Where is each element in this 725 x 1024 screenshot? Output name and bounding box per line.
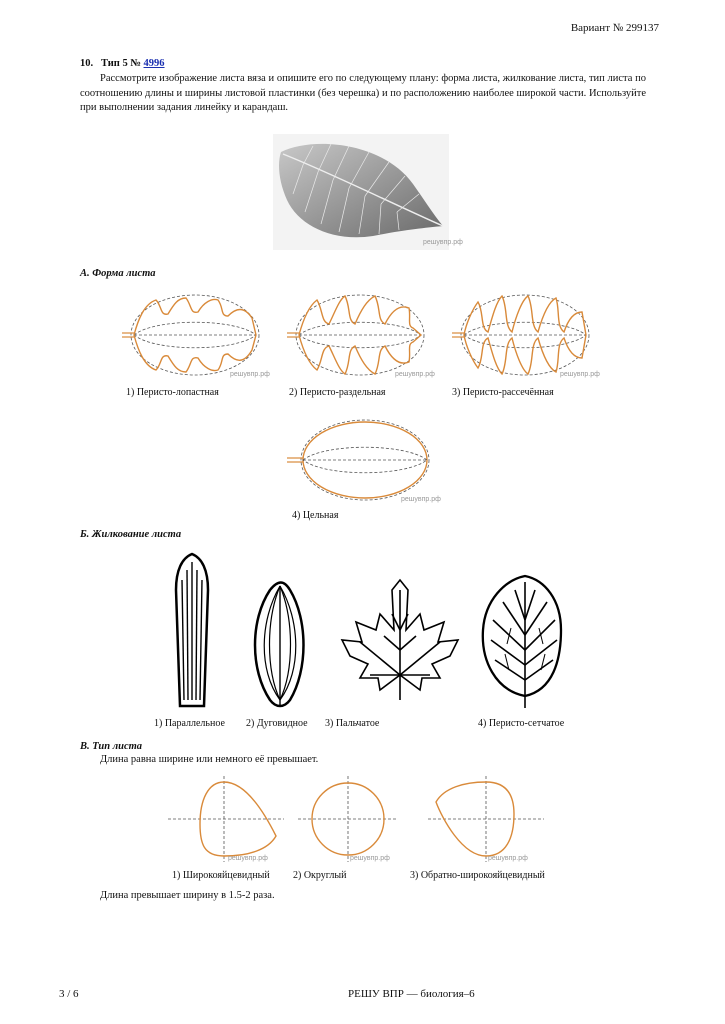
shape-dissected	[452, 295, 600, 378]
task-text: Рассмотрите изображение листа вяза и опишите его по следующему плану: форма листа, жилкование листа, тип листа по соотношению длины и ширины листовой пластинки (без черешка) и по расположению наиболее широкой части. Используйте при выполнении задания линейку и карандаш.	[80, 73, 646, 113]
venation-palmate	[342, 580, 458, 700]
watermark: решувпр.рф	[395, 371, 435, 378]
leaf-shape-diagrams	[120, 290, 600, 380]
elm-leaf-image	[273, 134, 463, 250]
watermark: решувпр.рф	[350, 855, 390, 862]
watermark: решувпр.рф	[488, 855, 528, 862]
watermark: решувпр.рф	[230, 371, 270, 378]
leaf-type-diagrams	[168, 774, 548, 864]
variant-label: Вариант № 299137	[570, 22, 659, 34]
venation-pinnate	[483, 576, 561, 708]
task-number: 10.	[80, 58, 94, 69]
type-caption-1: 1) Широкояйцевидный	[172, 870, 270, 881]
type-caption-3: 3) Обратно-широкояйцевидный	[410, 870, 545, 881]
type-ovate	[168, 776, 284, 862]
task-link[interactable]: 4996	[143, 58, 165, 69]
shape-caption-3: 3) Перисто-рассечённая	[452, 387, 554, 398]
venation-caption-3: 3) Пальчатое	[325, 718, 380, 729]
watermark: решувпр.рф	[423, 239, 463, 246]
task-type: Тип 5 №	[101, 58, 141, 69]
shape-caption-1: 1) Перисто-лопастная	[126, 387, 219, 398]
task-heading	[80, 58, 165, 69]
watermark: решувпр.рф	[560, 371, 600, 378]
shape-entire	[285, 415, 445, 505]
shape-caption-4: 4) Цельная	[292, 510, 339, 521]
watermark: решувпр.рф	[401, 496, 441, 503]
section-c-title: В. Тип листа	[80, 741, 143, 752]
venation-diagrams	[160, 550, 580, 710]
section-b-title: Б. Жилкование листа	[80, 529, 182, 540]
shape-parted	[287, 295, 435, 378]
footer-title: РЕШУ ВПР — биология–6	[348, 988, 475, 1000]
venation-arcuate	[255, 583, 304, 707]
type-caption-2: 2) Округлый	[293, 870, 347, 881]
section-a-title: А. Форма листа	[80, 268, 156, 279]
watermark: решувпр.рф	[228, 855, 268, 862]
venation-caption-4: 4) Перисто-сетчатое	[478, 718, 565, 729]
shape-lobed	[122, 295, 270, 378]
page-number: 3 / 6	[59, 988, 79, 1000]
section-c-line2: Длина превышает ширину в 1.5-2 раза.	[100, 890, 275, 901]
type-round	[298, 776, 398, 862]
venation-caption-2: 2) Дуговидное	[246, 718, 308, 729]
venation-parallel	[176, 554, 208, 706]
section-c-line1: Длина равна ширине или немного её превышает.	[100, 754, 319, 765]
type-obovate	[428, 776, 544, 862]
venation-caption-1: 1) Параллельное	[154, 718, 225, 729]
shape-caption-2: 2) Перисто-раздельная	[289, 387, 386, 398]
